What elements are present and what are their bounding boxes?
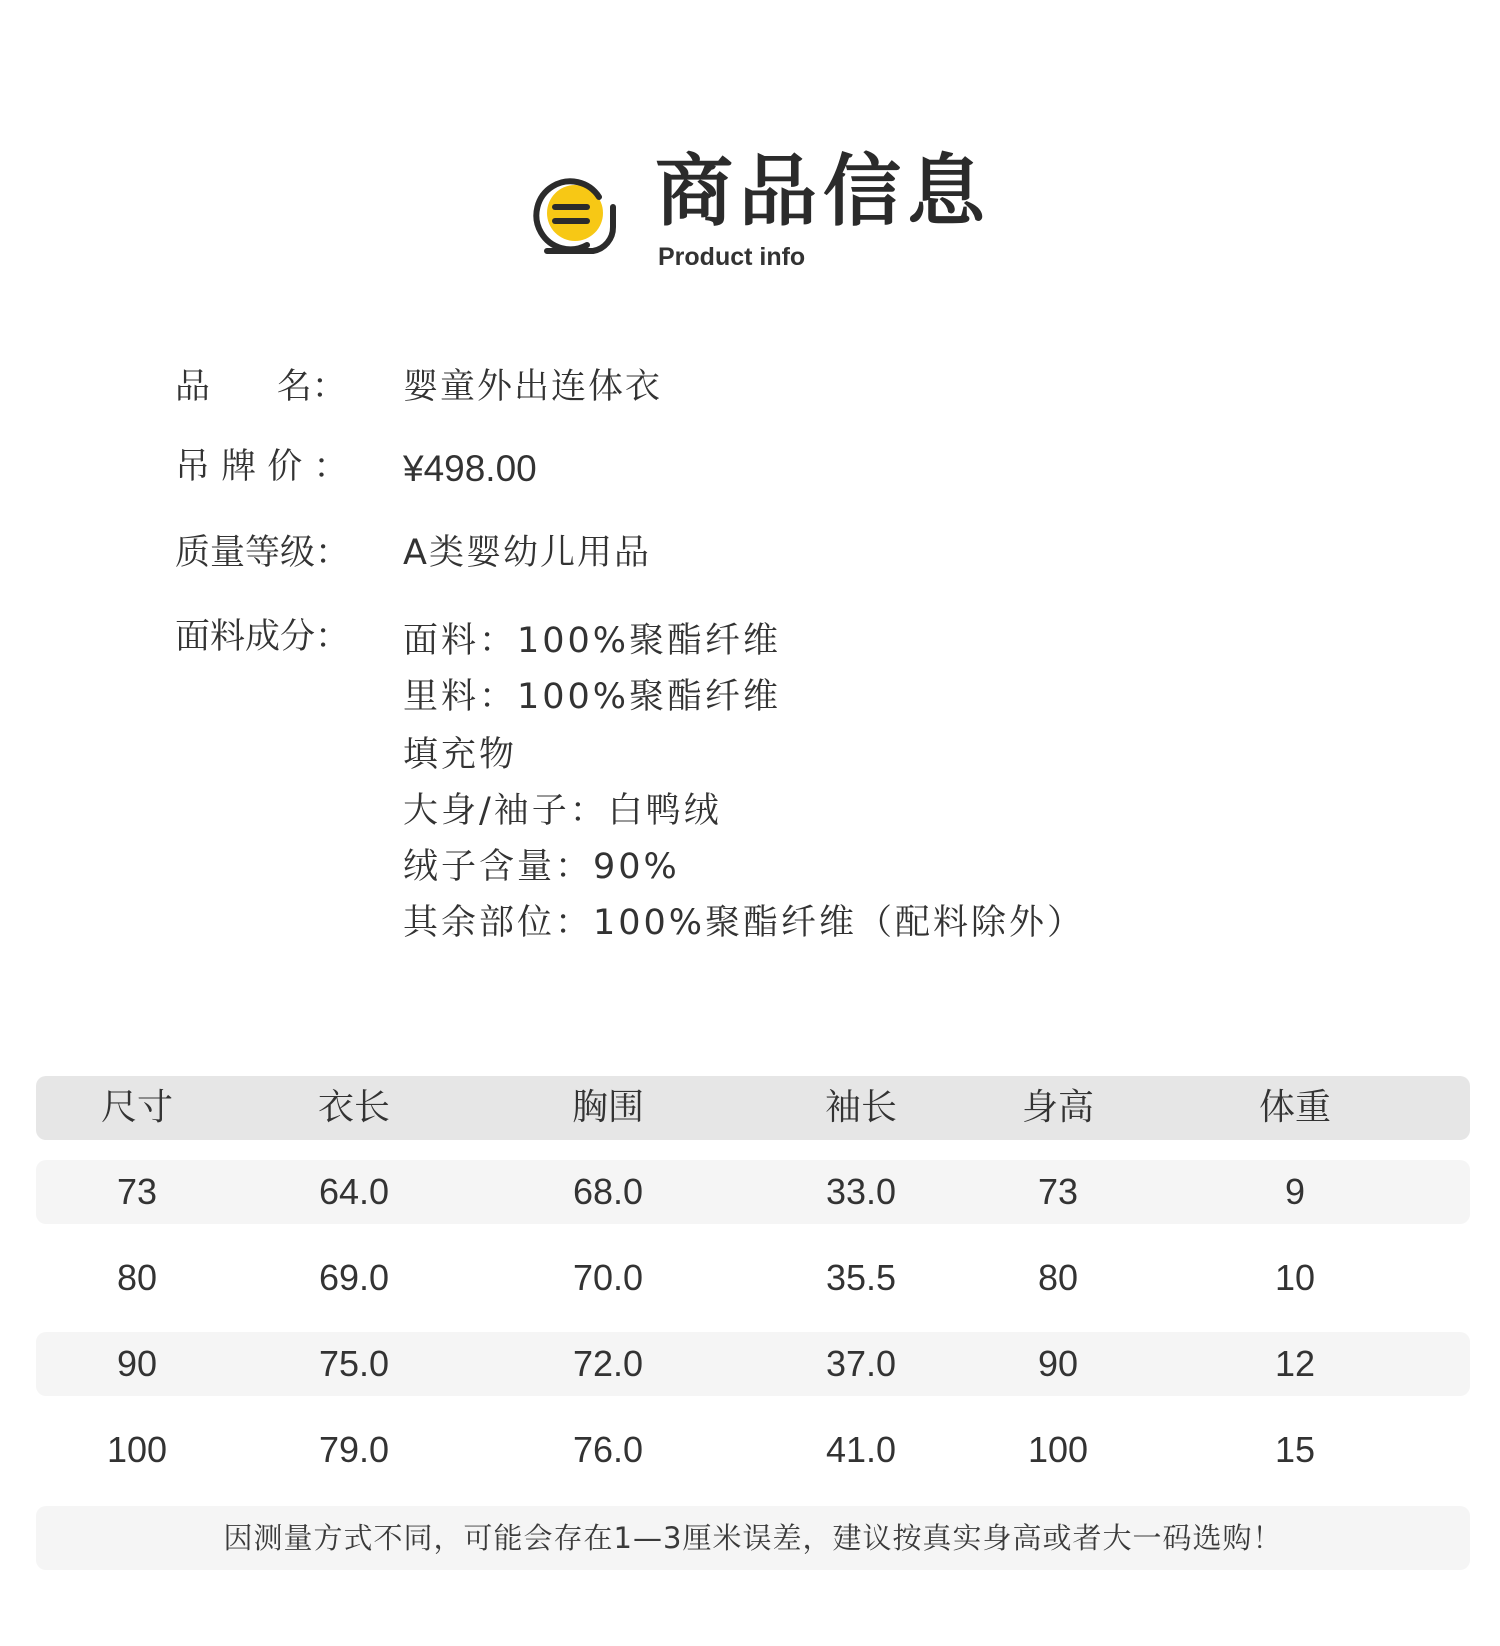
page-title: 商品信息 xyxy=(655,147,992,237)
cell-sleeve: 41.0 xyxy=(825,1429,897,1470)
fabric-line-down: 绒子含量：90% xyxy=(403,847,680,887)
list-circle-icon xyxy=(525,167,625,267)
cell-sleeve: 33.0 xyxy=(825,1171,897,1212)
table-header-row xyxy=(36,1076,1470,1140)
cell-size: 90 xyxy=(116,1343,158,1384)
cell-chest: 72.0 xyxy=(572,1343,644,1384)
name-label: 品 名： xyxy=(175,367,347,407)
price-label: 吊 牌 价 ： xyxy=(175,447,349,487)
cell-weight: 12 xyxy=(1274,1343,1316,1384)
fabric-line-lining: 里料：100%聚酯纤维 xyxy=(403,677,782,717)
cell-sleeve: 37.0 xyxy=(825,1343,897,1384)
cell-weight: 9 xyxy=(1284,1171,1306,1212)
column-header-size: 尺寸 xyxy=(100,1087,174,1128)
column-header-height: 身高 xyxy=(1021,1087,1095,1128)
column-header-sleeve: 袖长 xyxy=(824,1087,898,1128)
name-value: 婴童外出连体衣 xyxy=(403,367,663,407)
grade-value: A类婴幼儿用品 xyxy=(403,533,651,573)
grade-label: 质量等级： xyxy=(175,533,351,573)
table-row xyxy=(36,1418,1470,1482)
cell-size: 73 xyxy=(116,1171,158,1212)
cell-size: 80 xyxy=(116,1257,158,1298)
measurement-note: 因测量方式不同，可能会存在1—3厘米误差，建议按真实身高或者大一码选购！ xyxy=(36,1506,1470,1570)
column-header-chest: 胸围 xyxy=(571,1087,645,1128)
cell-height: 80 xyxy=(1037,1257,1079,1298)
cell-sleeve: 35.5 xyxy=(825,1257,897,1298)
cell-chest: 76.0 xyxy=(572,1429,644,1470)
page-subtitle: Product info xyxy=(658,243,806,271)
cell-length: 79.0 xyxy=(318,1429,390,1470)
cell-length: 75.0 xyxy=(318,1343,390,1384)
table-row xyxy=(36,1332,1470,1396)
section-header xyxy=(525,147,995,275)
cell-height: 90 xyxy=(1037,1343,1079,1384)
fabric-line-outer: 面料：100%聚酯纤维 xyxy=(403,621,782,661)
fabric-line-other: 其余部位：100%聚酯纤维（配料除外） xyxy=(403,903,1086,943)
fabric-line-body: 大身/袖子：白鸭绒 xyxy=(403,791,722,831)
column-header-weight: 体重 xyxy=(1258,1087,1332,1128)
price-value: ¥498.00 xyxy=(403,448,537,489)
cell-size: 100 xyxy=(106,1429,168,1470)
cell-length: 69.0 xyxy=(318,1257,390,1298)
cell-weight: 10 xyxy=(1274,1257,1316,1298)
table-row xyxy=(36,1246,1470,1310)
fabric-label: 面料成分： xyxy=(175,617,351,657)
fabric-line-filling: 填充物 xyxy=(403,735,518,775)
cell-chest: 68.0 xyxy=(572,1171,644,1212)
cell-height: 73 xyxy=(1037,1171,1079,1212)
column-header-length: 衣长 xyxy=(317,1087,391,1128)
cell-chest: 70.0 xyxy=(572,1257,644,1298)
cell-weight: 15 xyxy=(1274,1429,1316,1470)
cell-length: 64.0 xyxy=(318,1171,390,1212)
table-row xyxy=(36,1160,1470,1224)
cell-height: 100 xyxy=(1027,1429,1089,1470)
